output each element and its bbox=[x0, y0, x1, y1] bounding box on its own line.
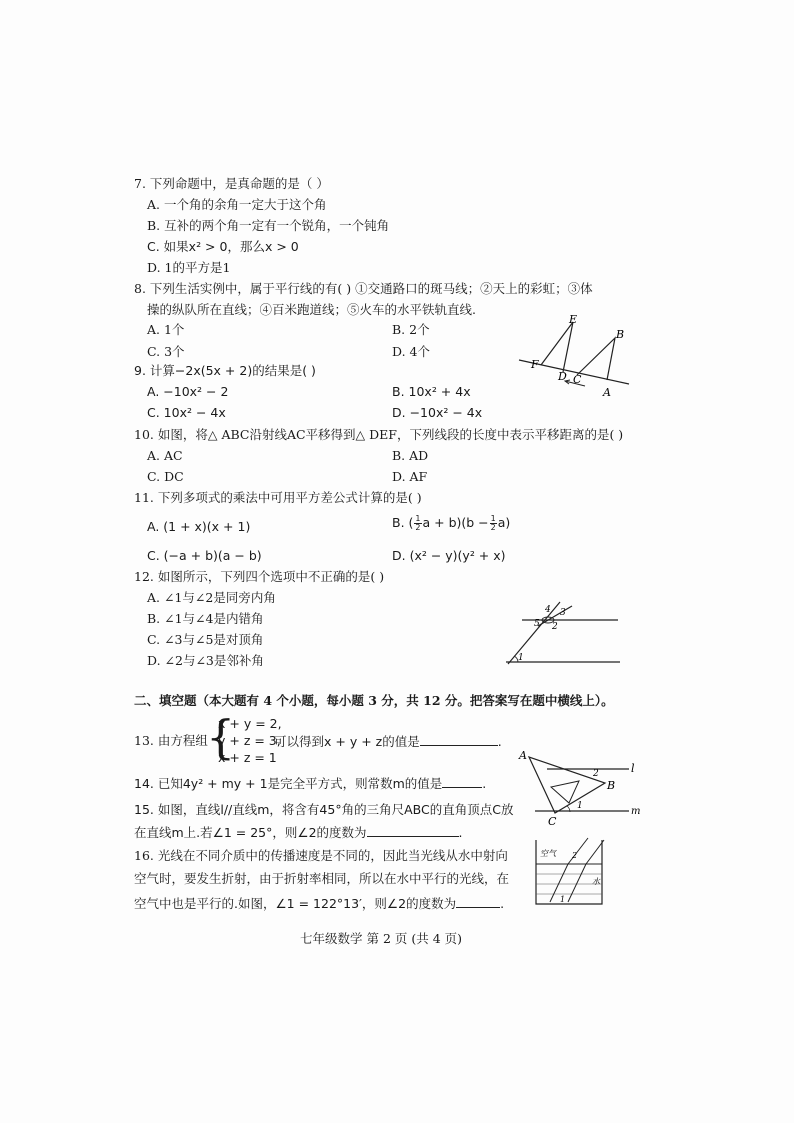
q10-label-b: B bbox=[616, 328, 625, 341]
q13-answer-blank[interactable] bbox=[420, 733, 498, 746]
q11-option-b-suffix: a) bbox=[497, 515, 511, 530]
q11-option-b-frac2 bbox=[490, 515, 497, 532]
q13-equation-system bbox=[206, 710, 282, 766]
q8-option-c: C. 3个 bbox=[147, 344, 185, 359]
q10-option-c: C. DC bbox=[147, 469, 184, 484]
q14-text: 14. 已知4y² + my + 1是完全平方式，则常数m的值是 bbox=[134, 776, 443, 791]
q11-option-b-prefix: B. ( bbox=[392, 515, 414, 530]
q8-stem-line1: 8. 下列生活实例中，属于平行线的有( ) ①交通路口的斑马线；②天上的彩虹；③体 bbox=[134, 281, 593, 296]
q8-option-d: D. 4个 bbox=[392, 344, 430, 359]
q16-stem-line3 bbox=[134, 895, 504, 911]
q14-answer-blank[interactable] bbox=[442, 775, 482, 788]
q13-brace: { bbox=[206, 710, 236, 764]
q16-stem-line2: 空气时，要发生折射，由于折射率相同，所以在水中平行的光线，在 bbox=[134, 871, 510, 886]
q7-option-d: D. 1的平方是1 bbox=[147, 260, 231, 275]
q7-option-a: A. 一个角的余角一定大于这个角 bbox=[147, 197, 327, 212]
q10-stem: 10. 如图，将△ ABC沿射线AC平移得到△ DEF，下列线段的长度中表示平移距离的是( ) bbox=[134, 427, 624, 442]
q16-label-angle1: 1 bbox=[560, 895, 566, 904]
q16-stem-line1: 16. 光线在不同介质中的传播速度是不同的，因此当光线从水中射向 bbox=[134, 848, 508, 863]
q16-end: . bbox=[500, 896, 505, 911]
q12-label-2: 2 bbox=[552, 622, 558, 632]
q15-label-b: B bbox=[607, 779, 616, 792]
q9-option-a: A. −10x² − 2 bbox=[147, 384, 229, 399]
q12-option-c: C. ∠3与∠5是对顶角 bbox=[147, 632, 264, 647]
q11-option-b-frac1 bbox=[414, 515, 421, 532]
section2-heading: 二、填空题（本大题有 4 个小题，每小题 3 分，共 12 分。把答案写在题中横线上）。 bbox=[134, 693, 614, 708]
q16-label-air: 空气 bbox=[540, 849, 556, 858]
q9-stem: 9. 计算−2x(5x + 2)的结果是( ) bbox=[134, 363, 316, 378]
q9-option-b: B. 10x² + 4x bbox=[392, 384, 471, 399]
q13-eq3: x + z = 1 bbox=[218, 750, 277, 765]
q15-label-angle2: 2 bbox=[593, 769, 599, 779]
q15-label-angle1: 1 bbox=[577, 801, 583, 811]
q15-stem-line2 bbox=[134, 824, 463, 840]
q12-stem: 12. 如图所示，下列四个选项中不正确的是( ) bbox=[134, 569, 385, 584]
q11-option-c: C. (−a + b)(a − b) bbox=[147, 548, 262, 563]
q15-label-m: m bbox=[631, 806, 641, 817]
q10-figure bbox=[515, 310, 635, 402]
q16-label-water: 水 bbox=[592, 877, 600, 886]
q15-label-c: C bbox=[548, 815, 557, 827]
q13-end: . bbox=[497, 734, 502, 749]
q10-option-b: B. AD bbox=[392, 448, 429, 463]
q12-label-1: 1 bbox=[518, 653, 524, 663]
q15-figure bbox=[515, 745, 643, 827]
q9-option-c: C. 10x² − 4x bbox=[147, 405, 226, 420]
q14-line bbox=[134, 775, 486, 791]
q12-option-b: B. ∠1与∠4是内错角 bbox=[147, 611, 264, 626]
q10-label-f: F bbox=[531, 358, 539, 371]
q15-label-l: l bbox=[631, 762, 635, 775]
page-footer: 七年级数学 第 2 页 (共 4 页) bbox=[300, 931, 462, 946]
q7-option-b: B. 互补的两个角一定有一个锐角，一个钝角 bbox=[147, 218, 390, 233]
q13-eq1: x + y = 2, bbox=[218, 716, 282, 731]
q11-frac2-num: 1 bbox=[490, 514, 496, 523]
q7-stem: 7. 下列命题中，是真命题的是（ ） bbox=[134, 176, 329, 191]
q13-prefix: 13. 由方程组 bbox=[134, 733, 208, 748]
q13-suffix-text: 可以得到x + y + z的值是 bbox=[274, 734, 420, 749]
q10-label-e: E bbox=[569, 313, 578, 326]
q11-frac2-den: 2 bbox=[490, 523, 496, 532]
q12-option-a: A. ∠1与∠2是同旁内角 bbox=[147, 590, 276, 605]
q8-option-b: B. 2个 bbox=[392, 322, 430, 337]
q10-label-a: A bbox=[603, 386, 611, 399]
q11-frac1-num: 1 bbox=[415, 514, 421, 523]
q8-stem-line2: 操的纵队所在直线；④百米跑道线；⑤火车的水平铁轨直线. bbox=[147, 302, 476, 317]
q10-option-d: D. AF bbox=[392, 469, 428, 484]
q11-option-d: D. (x² − y)(y² + x) bbox=[392, 548, 506, 563]
q13-suffix bbox=[274, 733, 502, 749]
q10-label-c: C bbox=[573, 373, 582, 386]
q9-option-d: D. −10x² − 4x bbox=[392, 405, 483, 420]
q16-figure bbox=[528, 836, 610, 910]
q16-line3-text: 空气中也是平行的.如图，∠1 = 122°13′，则∠2的度数为 bbox=[134, 896, 457, 911]
q12-figure bbox=[498, 598, 630, 668]
q14-end: . bbox=[482, 776, 487, 791]
q12-label-3: 3 bbox=[560, 608, 566, 618]
q12-label-4: 4 bbox=[545, 605, 551, 615]
q13-eq2: y + z = 3, bbox=[218, 733, 281, 748]
q7-option-c: C. 如果x² > 0，那么x > 0 bbox=[147, 239, 299, 254]
q10-label-d: D bbox=[558, 370, 567, 383]
q11-stem: 11. 下列多项式的乘法中可用平方差公式计算的是( ) bbox=[134, 490, 422, 505]
q11-option-b bbox=[392, 515, 510, 532]
q16-label-angle2: 2 bbox=[572, 851, 578, 860]
q15-label-a: A bbox=[519, 749, 527, 762]
q11-option-b-mid: a + b)(b − bbox=[422, 515, 489, 530]
q11-option-a: A. (1 + x)(x + 1) bbox=[147, 519, 251, 534]
q15-line2-text: 在直线m上.若∠1 = 25°，则∠2的度数为 bbox=[134, 825, 367, 840]
q16-answer-blank[interactable] bbox=[456, 895, 500, 908]
q15-answer-blank[interactable] bbox=[367, 824, 459, 837]
q10-option-a: A. AC bbox=[147, 448, 183, 463]
q15-stem-line1: 15. 如图，直线l//直线m，将含有45°角的三角尺ABC的直角顶点C放 bbox=[134, 802, 514, 817]
q12-label-5: 5 bbox=[534, 619, 540, 629]
q8-option-a: A. 1个 bbox=[147, 322, 185, 337]
q12-option-d: D. ∠2与∠3是邻补角 bbox=[147, 653, 264, 668]
q15-end: . bbox=[458, 825, 463, 840]
q11-frac1-den: 2 bbox=[415, 523, 421, 532]
